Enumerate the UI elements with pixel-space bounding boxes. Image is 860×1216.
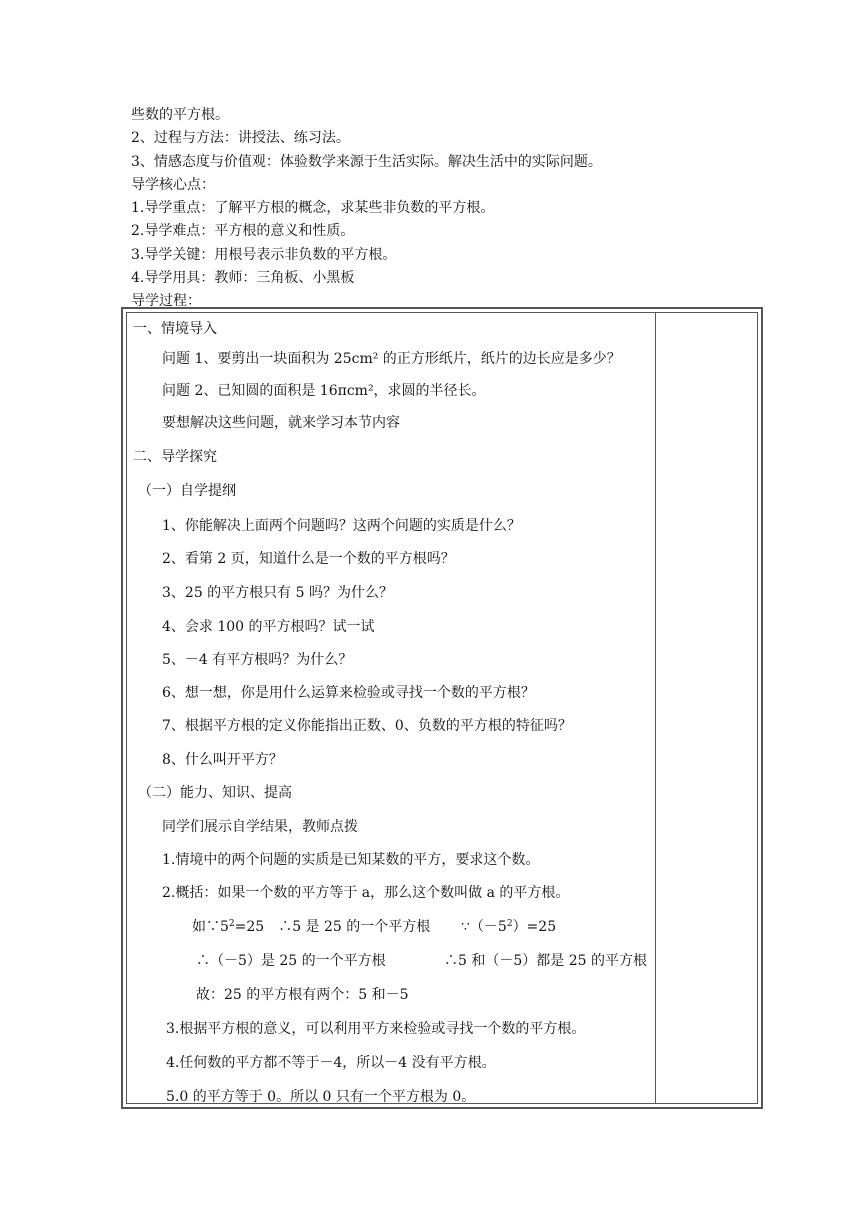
- equation-text: 如∵5: [192, 919, 229, 935]
- paragraph: 2.概括：如果一个数的平方等于 a，那么这个数叫做 a 的平方根。: [162, 885, 570, 901]
- column-divider: [655, 313, 656, 1103]
- equation-line: ∴（－5）是 25 的一个平方根: [196, 953, 386, 969]
- list-item: 6、想一想，你是用什么运算来检验或寻找一个数的平方根？: [162, 685, 535, 701]
- intro-text: [131, 104, 781, 314]
- paragraph: 同学们展示自学结果，教师点拨: [162, 819, 358, 835]
- list-item: 8、什么叫开平方？: [162, 752, 283, 768]
- equation-line: ∴5 和（－5）都是 25 的平方根: [444, 953, 647, 969]
- equation-line: [192, 917, 430, 937]
- equation-line: [461, 917, 556, 937]
- intro-line: 3.导学关键：用根号表示非负数的平方根。: [131, 246, 397, 263]
- intro-line: 1.导学重点：了解平方根的概念，求某些非负数的平方根。: [131, 200, 495, 217]
- exponent: 2: [506, 919, 513, 929]
- equation-text: =25 ∴5 是 25 的一个平方根: [234, 919, 431, 935]
- table-inner-border: [126, 312, 758, 1104]
- list-item: 2、看第 2 页，知道什么是一个数的平方根吗？: [162, 551, 455, 567]
- intro-line: 导学核心点：: [131, 176, 215, 193]
- equation-line: 故：25 的平方根有两个：5 和－5: [196, 987, 409, 1003]
- question-line: 要想解决这些问题，就来学习本节内容: [162, 415, 400, 431]
- subsection-title: （一）自学提纲: [138, 483, 236, 499]
- equation-text: ）=25: [512, 919, 557, 935]
- process-table: [121, 307, 763, 1109]
- question-line: 问题 2、已知圆的面积是 16πcm²，求圆的半径长。: [162, 383, 486, 399]
- intro-line: 2.导学难点：平方根的意义和性质。: [131, 223, 355, 240]
- intro-line: 4.导学用具：教师：三角板、小黑板: [131, 270, 355, 287]
- paragraph: 3.根据平方根的意义，可以利用平方来检验或寻找一个数的平方根。: [166, 1021, 586, 1037]
- equation-text: ∵（－5: [461, 919, 507, 935]
- subsection-title: （二）能力、知识、提高: [138, 785, 292, 801]
- intro-line: 3、情感态度与价值观：体验数学来源于生活实际。解决生活中的实际问题。: [131, 153, 602, 170]
- list-item: 7、根据平方根的定义你能指出正数、0、负数的平方根的特征吗？: [162, 718, 572, 734]
- paragraph: 5.0 的平方等于 0。所以 0 只有一个平方根为 0。: [166, 1089, 476, 1105]
- list-item: 3、25 的平方根只有 5 吗？为什么？: [162, 585, 393, 601]
- section-title: 一、情境导入: [133, 321, 217, 337]
- question-line: 问题 1、要剪出一块面积为 25cm² 的正方形纸片，纸片的边长应是多少？: [162, 351, 621, 367]
- intro-line: 2、过程与方法：讲授法、练习法。: [131, 130, 350, 147]
- exponent: 2: [228, 919, 235, 929]
- paragraph: 4.任何数的平方都不等于－4，所以－4 没有平方根。: [166, 1055, 496, 1071]
- list-item: 5、－4 有平方根吗？为什么？: [162, 652, 353, 668]
- intro-line: 些数的平方根。: [131, 107, 229, 123]
- paragraph: 1.情境中的两个问题的实质是已知某数的平方，要求这个数。: [162, 852, 540, 868]
- section-title: 二、导学探究: [133, 449, 217, 465]
- list-item: 4、会求 100 的平方根吗？试一试: [162, 619, 375, 635]
- intro-line: 导学过程：: [131, 293, 201, 310]
- list-item: 1、你能解决上面两个问题吗？这两个问题的实质是什么？: [162, 518, 521, 534]
